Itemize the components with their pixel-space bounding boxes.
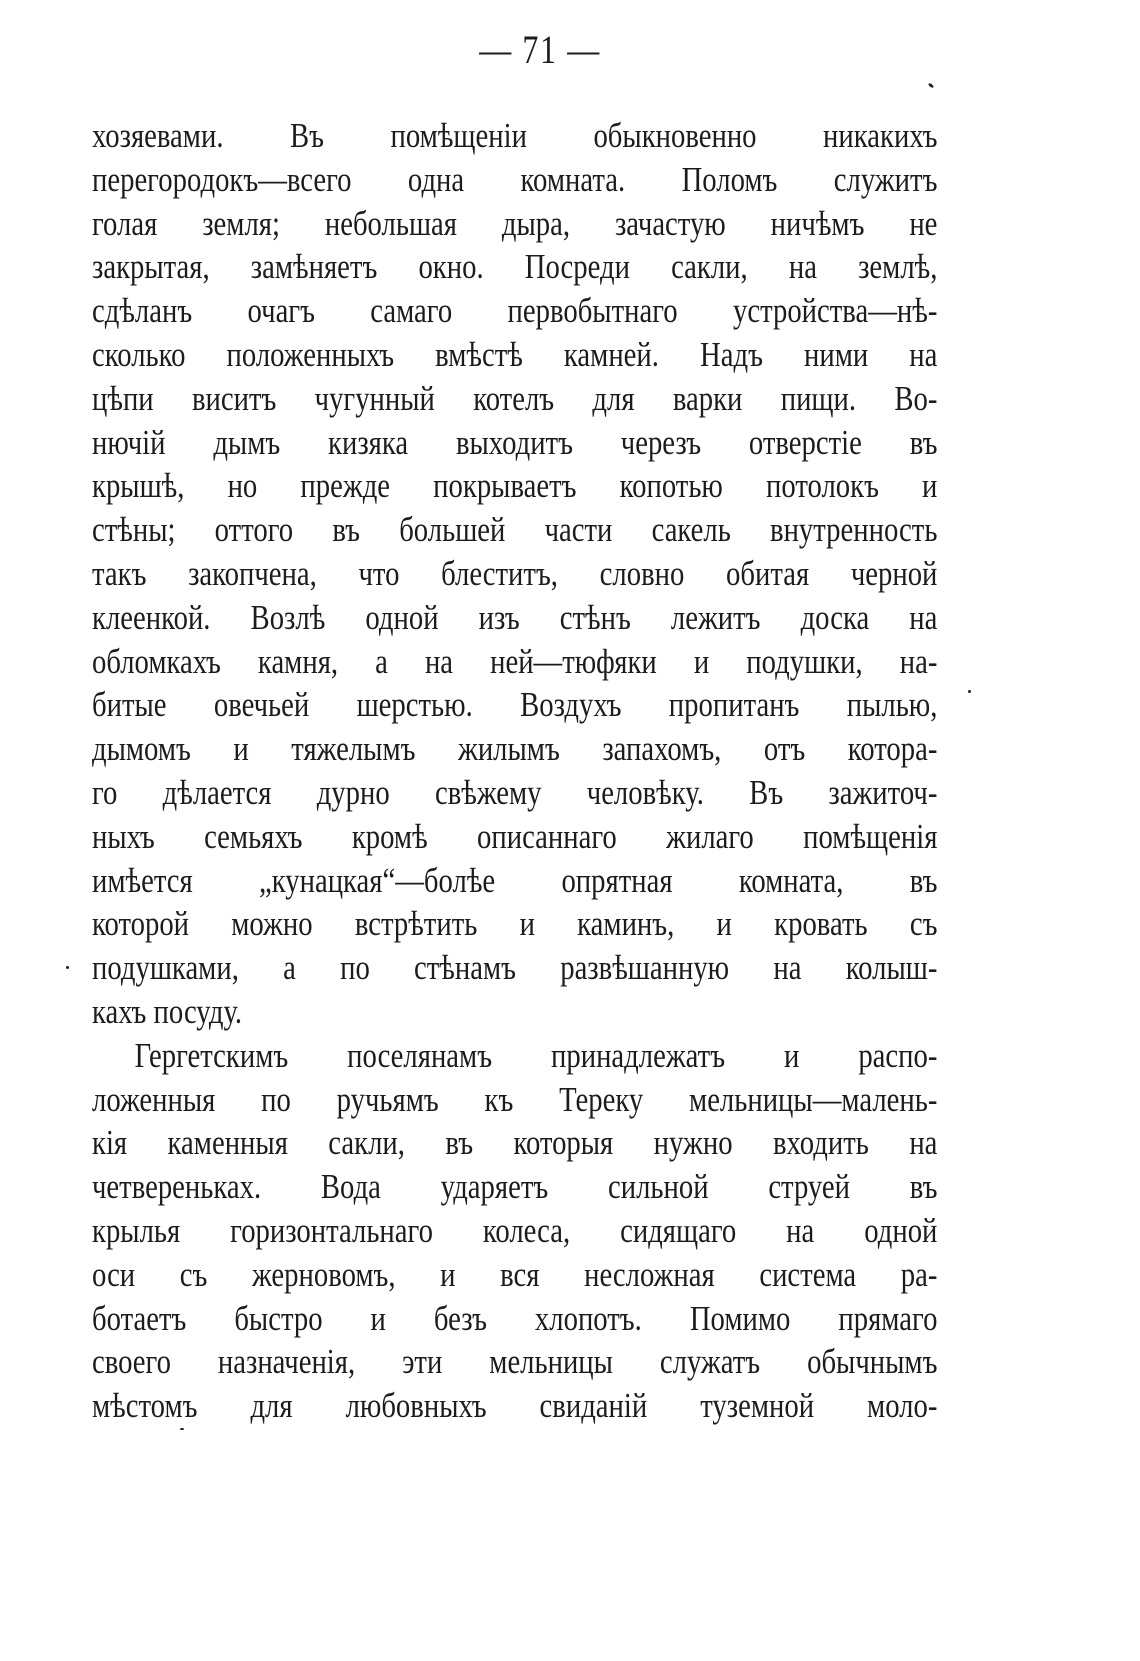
paragraph-1 [92, 114, 938, 1034]
text-line: такъ закопчена, что блеститъ, словно обитая черной [92, 553, 938, 593]
text-line: клеенкой. Возлѣ одной изъ стѣнъ лежитъ доска на [92, 597, 938, 637]
text-line: цѣпи виситъ чугунный котелъ для варки пищи. Во- [92, 378, 938, 418]
text-line: перегородокъ—всего одна комната. Поломъ служитъ [92, 159, 938, 199]
page-number: — 71 — [479, 27, 601, 72]
text-line: обломкахъ камня, а на ней—тюфяки и подушки, на- [92, 641, 938, 681]
text-line: четвереньках. Вода ударяетъ сильной струей въ [92, 1167, 938, 1207]
text-line: ложенныя по ручьямъ къ Тереку мельницы—малень- [92, 1079, 938, 1119]
text-line: которой можно встрѣтить и каминъ, и кровать съ [92, 904, 938, 944]
text-line: имѣется „кунацкая“—болѣе опрятная комната, въ [92, 860, 938, 900]
text-line: кахъ посуду. [92, 991, 243, 1031]
text-line: закрытая, замѣняетъ окно. Посреди сакли, на землѣ, [92, 247, 938, 287]
print-speck [968, 690, 971, 693]
text-line: подушками, а по стѣнамъ развѣшанную на колыш- [92, 948, 938, 988]
print-speck [66, 966, 69, 969]
text-line: крылья горизонтальнаго колеса, сидящаго на одной [92, 1210, 938, 1250]
text-line: Гергетскимъ поселянамъ принадлежатъ и распо- [134, 1035, 938, 1075]
text-line: битые овечьей шерстью. Воздухъ пропитанъ пылью, [92, 685, 938, 725]
text-line: ботаетъ быстро и безъ хлопотъ. Помимо прямаго [92, 1298, 938, 1338]
text-line: хозяевами. Въ помѣщеніи обыкновенно никакихъ [92, 116, 938, 155]
text-line: стѣны; оттого въ большей части сакель внутренность [92, 510, 938, 550]
text-line: сдѣланъ очагъ самаго первобытнаго устройства—нѣ- [92, 291, 938, 331]
text-line: го дѣлается дурно свѣжему человѣку. Въ зажиточ- [92, 772, 938, 812]
text-line: оси съ жерновомъ, и вся несложная система ра- [92, 1254, 938, 1294]
paragraph-2 [92, 1034, 938, 1428]
text-line: своего назначенія, эти мельницы служатъ обычнымъ [92, 1342, 938, 1382]
text-line: мѣстомъ для любовныхъ свиданій туземной моло- [92, 1386, 938, 1426]
text-line: голая земля; небольшая дыра, зачастую ничѣмъ не [92, 203, 938, 243]
text-line: кія каменныя сакли, въ которыя нужно входить на [92, 1123, 938, 1163]
text-line: сколько положенныхъ вмѣстѣ камней. Надъ ними на [92, 334, 938, 374]
text-line: ныхъ семьяхъ кромѣ описаннаго жилаго помѣщенія [92, 816, 938, 856]
text-line: дымомъ и тяжелымъ жилымъ запахомъ, отъ котора- [92, 729, 938, 769]
body-text [92, 114, 938, 1428]
text-line: крышѣ, но прежде покрываетъ копотью потолокъ и [92, 466, 938, 506]
text-line: нючій дымъ кизяка выходитъ черезъ отверстіе въ [92, 422, 938, 462]
print-speck [928, 82, 935, 88]
print-speck [180, 1428, 184, 1430]
